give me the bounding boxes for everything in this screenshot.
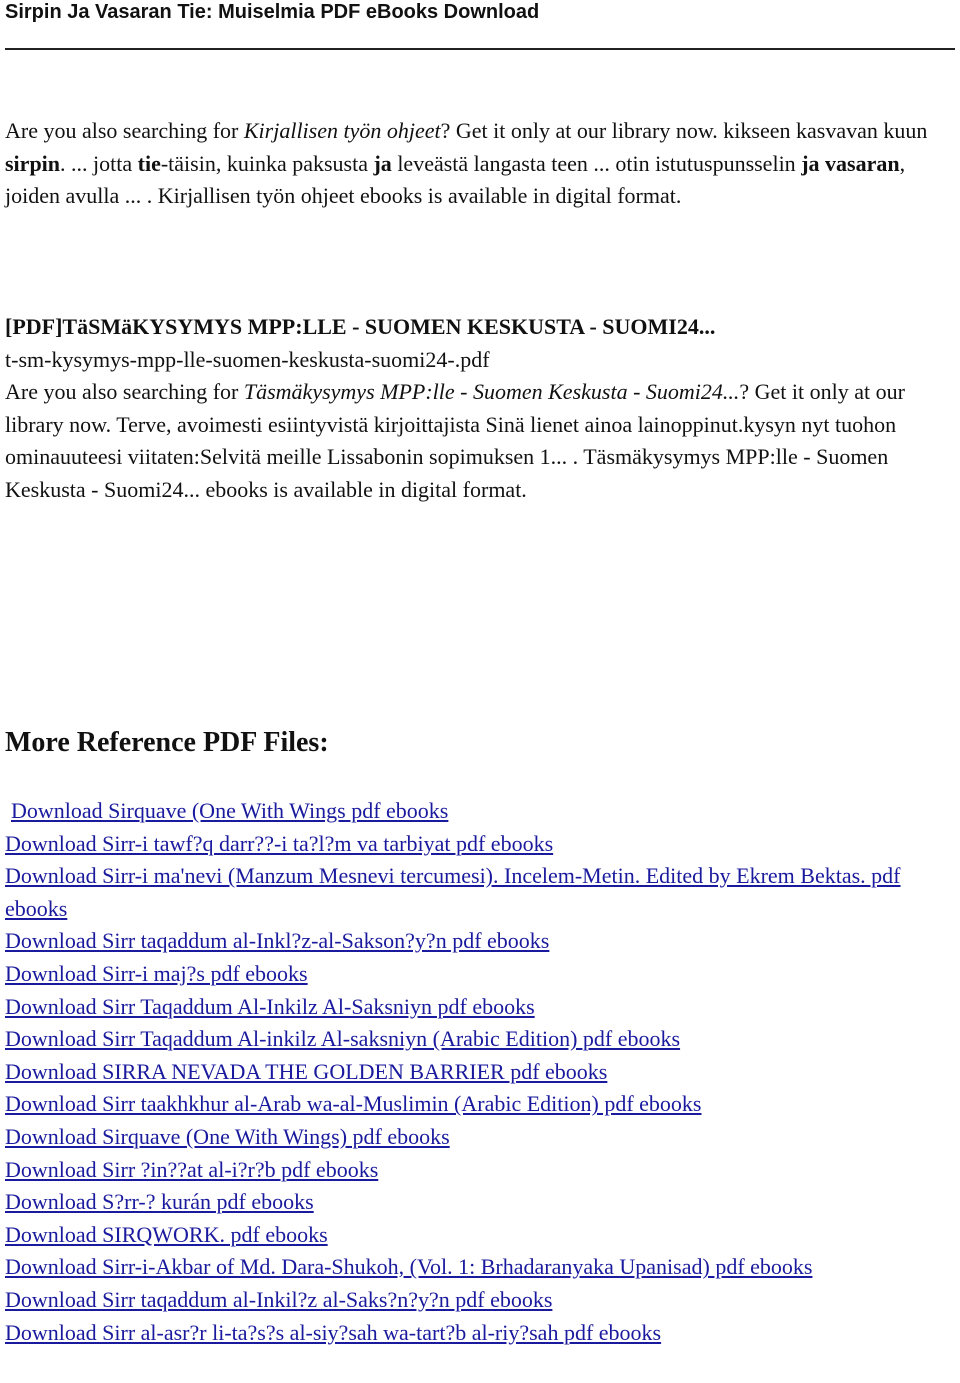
- reference-link[interactable]: Download Sirr taqaddum al-Inkl?z-al-Sakson?y?n pdf ebooks: [5, 928, 550, 954]
- result-text-2: ? Get it only at our library now. Terve, avoimesti esiintyvistä kirjoittajista Sinä lienet ainoa lainoppinut.kysyn nyt tuohon ominauuteesi viitaten:Selvitä meille Lissabonin sopimuksen 1... . Täsmäkysymys MPP:lle - Suomen Keskusta - Suomi24... ebooks is available in digital format.: [5, 379, 905, 502]
- list-item: [5, 1251, 950, 1284]
- page-header: [5, 0, 955, 24]
- intro-text-6: , joiden avulla ... . Kirjallisen työn ohjeet ebooks is available in digital format.: [5, 150, 906, 209]
- intro-keyword-sirpin: sirpin: [5, 150, 61, 176]
- reference-link[interactable]: Download Sirr al-asr?r li-ta?s?s al-siy?sah wa-tart?b al-riy?sah pdf ebooks: [5, 1319, 662, 1345]
- intro-keyword-tie: tie: [137, 150, 161, 176]
- reference-link[interactable]: Download Sirr Taqaddum Al-Inkilz Al-Saksniyn pdf ebooks: [5, 993, 535, 1019]
- result-text-1: Are you also searching for: [5, 379, 244, 405]
- reference-link[interactable]: Download Sirr-i tawf?q darr??-i ta?l?m va tarbiyat pdf ebooks: [5, 830, 554, 856]
- reference-link[interactable]: Download SIRRA NEVADA THE GOLDEN BARRIER pdf ebooks: [5, 1058, 608, 1084]
- reference-link[interactable]: Download Sirquave (One With Wings) pdf ebooks: [5, 1123, 450, 1149]
- intro-paragraph: [5, 115, 955, 213]
- result-title: [PDF]TäSMäKYSYMYS MPP:LLE - SUOMEN KESKUSTA - SUOMI24...: [5, 314, 716, 339]
- reference-link-list: [5, 795, 950, 1349]
- intro-keyword-ja-vasaran: ja vasaran: [801, 150, 900, 176]
- list-item: [5, 958, 950, 991]
- list-item: [5, 860, 950, 925]
- search-result: [5, 311, 955, 507]
- header-divider: [5, 48, 955, 50]
- list-item: [5, 1023, 950, 1056]
- result-filename: t-sm-kysymys-mpp-lle-suomen-keskusta-suomi24-.pdf: [5, 346, 490, 372]
- result-description: [5, 379, 905, 502]
- reference-link[interactable]: Download S?rr-? kurán pdf ebooks: [5, 1189, 314, 1215]
- result-book-title: Täsmäkysymys MPP:lle - Suomen Keskusta - Suomi24...: [243, 379, 740, 405]
- list-item: [5, 1219, 950, 1252]
- intro-text-1: Are you also searching for: [5, 118, 244, 143]
- intro-book-title: Kirjallisen työn ohjeet: [243, 118, 441, 143]
- list-item: [5, 828, 950, 861]
- list-item: [5, 1284, 950, 1317]
- list-item: [5, 795, 950, 828]
- reference-link[interactable]: Download SIRQWORK. pdf ebooks: [5, 1221, 328, 1247]
- reference-link[interactable]: Download Sirr-i maj?s pdf ebooks: [5, 960, 308, 986]
- reference-link[interactable]: Download Sirr-i-Akbar of Md. Dara-Shukoh, (Vol. 1: Brhadaranyaka Upanisad) pdf ebooks: [5, 1254, 813, 1280]
- intro-text-2: ? Get it only at our library now. kikseen kasvavan kuun: [440, 118, 928, 143]
- list-item: [5, 1121, 950, 1154]
- intro-text-4: -täisin, kuinka paksusta: [160, 150, 374, 176]
- list-item: [5, 991, 950, 1024]
- list-item: [5, 1317, 950, 1350]
- intro-text-5: leveästä langasta teen ... otin istutuspunsselin: [391, 150, 802, 176]
- list-item: [5, 1088, 950, 1121]
- list-item: [5, 1186, 950, 1219]
- list-item: [5, 1056, 950, 1089]
- list-item: [5, 925, 950, 958]
- reference-link[interactable]: Download Sirr Taqaddum Al-inkilz Al-saksniyn (Arabic Edition) pdf ebooks: [5, 1026, 681, 1052]
- reference-link[interactable]: Download Sirr-i ma'nevi (Manzum Mesnevi tercumesi). Incelem-Metin. Edited by Ekrem Bektas. pdf ebooks: [5, 863, 901, 921]
- page-title: Sirpin Ja Vasaran Tie: Muiselmia PDF eBooks Download: [5, 1, 540, 23]
- reference-link[interactable]: Download Sirr taakhkhur al-Arab wa-al-Muslimin (Arabic Edition) pdf ebooks: [5, 1091, 702, 1117]
- reference-link[interactable]: Download Sirquave (One With Wings pdf ebooks: [11, 798, 449, 823]
- list-item: [5, 1154, 950, 1187]
- reference-link[interactable]: Download Sirr taqaddum al-Inkil?z al-Saks?n?y?n pdf ebooks: [5, 1286, 553, 1312]
- intro-text-3: . ... jotta: [60, 150, 138, 176]
- reference-link[interactable]: Download Sirr ?in??at al-i?r?b pdf ebooks: [5, 1156, 379, 1182]
- intro-keyword-ja: ja: [373, 150, 392, 176]
- more-reference-heading: More Reference PDF Files:: [5, 727, 329, 758]
